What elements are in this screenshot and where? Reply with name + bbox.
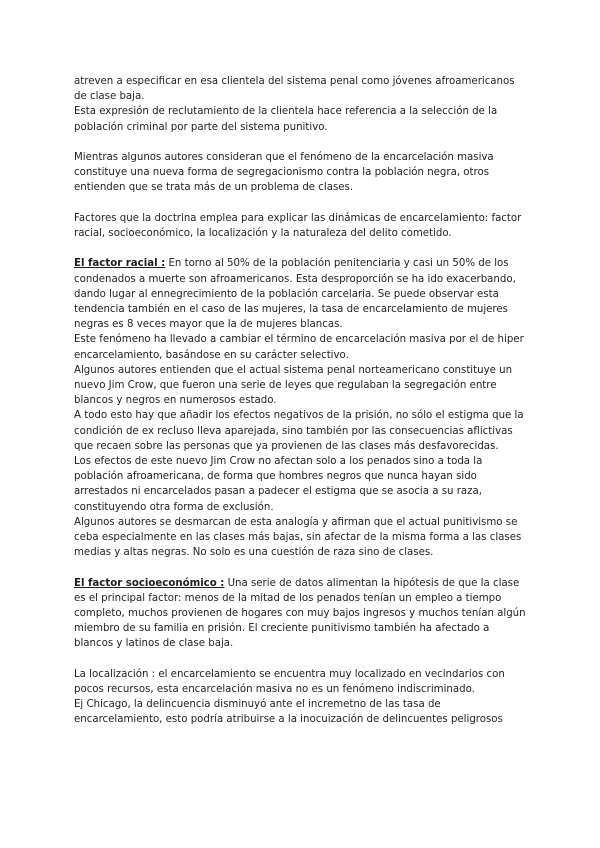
paragraph-chicago: Ej Chicago, la delincuencia disminuyó ante el incremetno de las tasa de encarcelamiento, esto podría atribuirse a la inocuización de delincuentes peligrosos: [74, 699, 503, 726]
paragraph-gap: [74, 560, 526, 575]
paragraph-localizacion: La localización : el encarcelamiento se encuentra muy localizado en vecindarios con pocos recursos, esta encarcelación masiva no es un fenómeno indiscriminado.: [74, 668, 505, 696]
heading-factor-socioeconomico: El factor socioeconómico :: [74, 577, 225, 589]
factor-socioeconomico-text: Una serie de datos alimentan la hipótesis de que la clase es el principal factor: menos de la mitad de los penados tenían un empleo a tiempo completo, muchos provienen de hogares con muy bajos ingresos y muchos tenían algún miembro de su familia en prisión. El creciente punitivismo también ha afectado a blancos y latinos de clase baja.: [74, 577, 526, 650]
paragraph-gap: [74, 241, 526, 256]
paragraph-efectos-jim-crow: Los efectos de este nuevo Jim Crow no afectan solo a los penados sino a toda la población afroamericana, de forma que hombres negros que nunca hayan sido arrestados ni encarcelados pasan a padecer el estigma que se asocia a su raza, constituyendo otra forma de exclusión.: [74, 456, 483, 513]
document-page: [74, 74, 526, 728]
paragraph-gap: [74, 135, 526, 150]
paragraph-gap: [74, 196, 526, 211]
paragraph-reclutamiento: Esta expresión de reclutamiento de la clientela hace referencia a la selección de la población criminal por parte del sistema punitivo.: [74, 106, 498, 133]
paragraph-continuation: atreven a especificar en esa clientela del sistema penal como jóvenes afroamericanos de clase baja.: [74, 76, 515, 103]
factor-racial-text: En torno al 50% de la población penitenciaria y casi un 50% de los condenados a muerte son afroamericanos. Esta desproporción se ha ido exacerbando, dando lugar al ennegrecimiento de la población carcelaria. Se puede observar esta tendencia también en el caso de las mujeres, la tasa de encarcelamiento de mujeres negras es 8 veces mayor que la de mujeres blancas.: [74, 258, 516, 331]
paragraph-analogia: Algunos autores se desmarcan de esta analogía y afirman que el actual punitivismo se ceba especialmente en las clases más bajas, sin afectar de la misma forma a las clases medias y altas negras. No solo es una cuestión de raza sino de clases.: [74, 516, 522, 559]
paragraph-efectos-prision: A todo esto hay que añadir los efectos negativos de la prisión, no sólo el estigma que la condición de ex recluso lleva aparejada, sino también por las consecuencias aflictivas que recaen sobre las personas que ya provienen de las clases más desfavorecidas.: [74, 410, 524, 452]
paragraph-jim-crow: Algunos autores entienden que el actual sistema penal norteamericano constituye un nuevo Jim Crow, que fueron una serie de leyes que regulaban la segregación entre blancos y negros en numerosos estado.: [74, 364, 513, 407]
paragraph-factor-socioeconomico: [74, 576, 526, 652]
paragraph-gap: [74, 652, 526, 667]
paragraph-factores: Factores que la doctrina emplea para explicar las dinámicas de encarcelamiento: factor racial, socioeconómico, la localización y la naturaleza del delito cometido.: [74, 212, 522, 239]
paragraph-encarcelacion-masiva: Mientras algunos autores consideran que el fenómeno de la encarcelación masiva constituye una nueva forma de segregacionismo contra la población negra, otros entienden que se trata más de un problema de clases.: [74, 152, 494, 194]
paragraph-hiper-encarcelamiento: Este fenómeno ha llevado a cambiar el término de encarcelación masiva por el de hiper encarcelamiento, basándose en su carácter selectivo.: [74, 334, 524, 361]
heading-factor-racial: El factor racial :: [74, 258, 166, 270]
paragraph-factor-racial: [74, 256, 526, 332]
